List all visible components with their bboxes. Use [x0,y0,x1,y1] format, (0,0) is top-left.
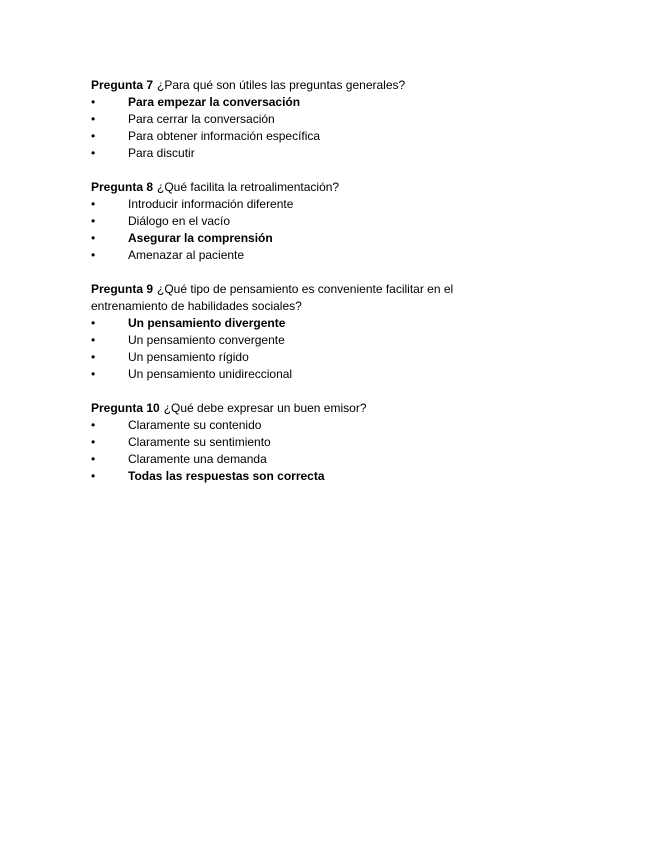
question-text: ¿Para qué son útiles las preguntas generales? [157,78,406,92]
option-text: Un pensamiento rígido [128,350,249,364]
bullet-icon: • [91,469,96,483]
bullet-icon: • [91,248,96,262]
bullet-icon: • [91,214,96,228]
option-text: Todas las respuestas son correcta [128,469,325,483]
question-label: Pregunta 8 [91,180,154,194]
option-list [91,196,511,264]
bullet-icon: • [91,146,96,160]
bullet-icon: • [91,418,96,432]
option-text: Para empezar la conversación [128,95,301,109]
question-heading [91,77,511,94]
question-10 [91,400,511,485]
question-text: ¿Qué facilita la retroalimentación? [157,180,340,194]
option-text: Diálogo en el vacío [128,214,231,228]
option-item [91,332,511,349]
option-item [91,315,511,332]
option-item [91,111,511,128]
option-text: Para cerrar la conversación [128,112,275,126]
option-item [91,366,511,383]
question-heading [91,281,511,315]
option-text: Un pensamiento unidireccional [128,367,293,381]
option-text: Claramente una demanda [128,452,267,466]
question-label: Pregunta 9 [91,282,154,296]
option-item [91,213,511,230]
bullet-icon: • [91,452,96,466]
option-text: Un pensamiento convergente [128,333,285,347]
question-heading [91,179,511,196]
option-item [91,247,511,264]
option-text: Amenazar al paciente [128,248,245,262]
bullet-icon: • [91,129,96,143]
option-item [91,196,511,213]
bullet-icon: • [91,333,96,347]
question-label: Pregunta 7 [91,78,154,92]
option-text: Para obtener información específica [128,129,321,143]
option-list [91,315,511,383]
question-9 [91,281,511,383]
question-text: ¿Qué tipo de pensamiento es conveniente facilitar en el entrenamiento de habilidades sociales? [91,282,454,313]
option-item [91,451,511,468]
bullet-icon: • [91,197,96,211]
option-text: Claramente su sentimiento [128,435,271,449]
option-text: Asegurar la comprensión [128,231,273,245]
option-list [91,94,511,162]
bullet-icon: • [91,95,96,109]
bullet-icon: • [91,112,96,126]
option-text: Un pensamiento divergente [128,316,286,330]
option-item [91,128,511,145]
question-text: ¿Qué debe expresar un buen emisor? [163,401,367,415]
question-7 [91,77,511,162]
option-item [91,417,511,434]
question-heading [91,400,511,417]
question-8 [91,179,511,264]
option-item [91,434,511,451]
option-item [91,145,511,162]
option-text: Claramente su contenido [128,418,262,432]
bullet-icon: • [91,367,96,381]
bullet-icon: • [91,350,96,364]
option-text: Introducir información diferente [128,197,294,211]
option-item [91,230,511,247]
option-item [91,349,511,366]
question-label: Pregunta 10 [91,401,160,415]
option-list [91,417,511,485]
bullet-icon: • [91,316,96,330]
option-text: Para discutir [128,146,195,160]
document-page [91,77,511,502]
bullet-icon: • [91,435,96,449]
bullet-icon: • [91,231,96,245]
option-item [91,468,511,485]
option-item [91,94,511,111]
